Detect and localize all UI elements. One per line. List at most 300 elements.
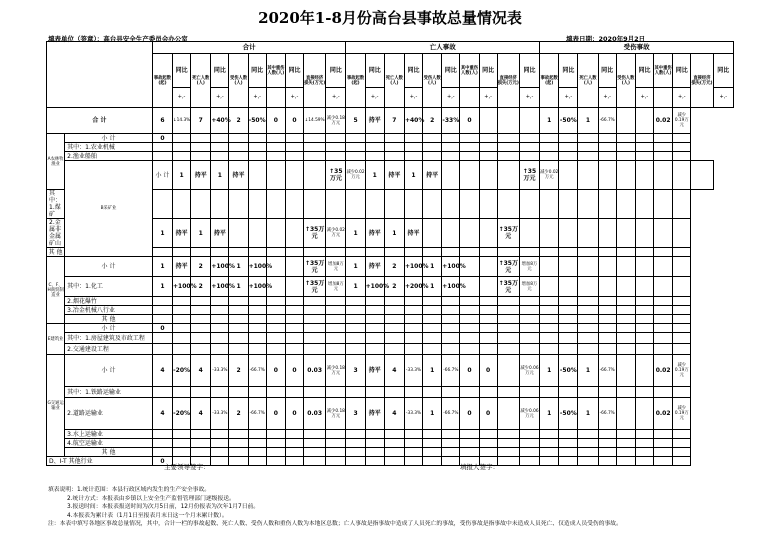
data-cell: 减少0.02万元	[346, 161, 365, 190]
data-cell	[654, 219, 673, 248]
data-cell	[404, 439, 422, 448]
data-cell	[635, 143, 653, 152]
data-cell	[404, 190, 422, 219]
col-header-loss: 直接经济损失(万元)	[304, 54, 326, 108]
data-cell	[152, 190, 172, 219]
data-cell	[519, 324, 539, 333]
col-header-serious: 其中重伤人数(人)	[266, 54, 285, 88]
data-cell	[346, 190, 365, 219]
row-label: 小 计	[65, 134, 153, 143]
data-cell	[654, 152, 673, 161]
data-cell	[598, 161, 616, 190]
data-cell	[519, 190, 539, 219]
data-cell	[673, 430, 691, 439]
row-label: D、I-T 其他行业	[47, 457, 153, 466]
data-cell	[423, 457, 442, 466]
data-cell	[248, 143, 266, 152]
data-cell	[173, 190, 191, 219]
data-cell	[479, 306, 497, 315]
data-cell	[365, 152, 384, 161]
data-cell	[497, 152, 519, 161]
data-cell	[578, 257, 598, 277]
data-cell	[519, 219, 539, 248]
data-cell	[384, 190, 404, 219]
data-cell	[384, 248, 404, 257]
data-cell	[326, 387, 346, 398]
data-cell	[173, 387, 191, 398]
data-cell	[365, 324, 384, 333]
data-cell	[346, 439, 365, 448]
data-cell: 增加8万元	[326, 257, 346, 277]
data-cell	[654, 439, 673, 448]
data-cell: 持平	[365, 108, 384, 134]
data-cell	[540, 439, 559, 448]
data-cell: ↑35万元	[304, 219, 326, 248]
col-header-plusminus: +,-	[713, 88, 734, 108]
data-cell	[654, 344, 673, 355]
data-cell	[479, 257, 497, 277]
data-cell: 4	[191, 355, 211, 387]
data-cell	[285, 387, 303, 398]
data-cell: -33%	[442, 108, 460, 134]
data-cell	[673, 248, 691, 257]
data-cell: 1	[578, 398, 598, 430]
data-cell	[384, 152, 404, 161]
data-cell: -20%	[173, 398, 191, 430]
data-cell	[326, 134, 346, 143]
data-cell	[635, 333, 653, 344]
col-header-yoy: 同比	[479, 54, 497, 88]
data-cell: 1	[423, 355, 442, 387]
data-cell	[497, 430, 519, 439]
data-cell	[285, 315, 303, 324]
data-cell	[497, 324, 519, 333]
data-cell	[173, 333, 191, 344]
row-label: 其中：1.煤矿	[47, 190, 65, 219]
data-cell: 6	[152, 108, 172, 134]
table-row	[47, 344, 734, 355]
data-cell	[365, 143, 384, 152]
table-row	[47, 333, 734, 344]
data-cell	[248, 152, 266, 161]
data-cell	[616, 324, 635, 333]
data-cell	[365, 190, 384, 219]
data-cell	[559, 315, 578, 324]
data-cell: 0	[460, 398, 479, 430]
data-cell: 1	[540, 355, 559, 387]
data-cell	[654, 324, 673, 333]
data-cell	[635, 306, 653, 315]
data-cell: ↑35万元	[519, 161, 539, 190]
data-cell	[442, 457, 460, 466]
note-line: 2.统计方式：本报表由乡镇以上安全生产监督管理部门逐级报送。	[67, 495, 235, 502]
col-header-plusminus: +,-	[673, 88, 691, 108]
data-cell	[229, 457, 248, 466]
data-cell	[248, 344, 266, 355]
data-cell	[540, 152, 559, 161]
data-cell	[559, 439, 578, 448]
data-cell	[540, 344, 559, 355]
data-cell	[519, 344, 539, 355]
data-cell	[423, 306, 442, 315]
col-header-plusminus: +,-	[598, 88, 616, 108]
data-cell	[578, 152, 598, 161]
fill-unit-value: 高台县安全生产委员会办公室	[103, 35, 188, 43]
col-header-injured: 受伤人数(人)	[229, 54, 248, 108]
data-cell	[346, 143, 365, 152]
data-cell	[266, 344, 285, 355]
data-cell	[285, 344, 303, 355]
data-cell	[578, 306, 598, 315]
data-cell	[304, 430, 326, 439]
data-cell	[479, 143, 497, 152]
col-header-serious-blank	[266, 88, 285, 108]
data-cell: 4	[384, 398, 404, 430]
data-cell	[654, 277, 673, 297]
data-cell	[248, 439, 266, 448]
col-header-yoy: 同比	[365, 54, 384, 88]
data-cell: 0	[460, 355, 479, 387]
data-cell	[540, 219, 559, 248]
data-cell: -33.3%	[211, 398, 229, 430]
data-cell	[598, 257, 616, 277]
data-cell	[460, 344, 479, 355]
data-cell	[423, 333, 442, 344]
data-cell	[559, 430, 578, 439]
data-cell	[616, 134, 635, 143]
data-cell: 增加8万元	[519, 257, 539, 277]
data-cell: 增加8万元	[519, 277, 539, 297]
data-cell	[423, 387, 442, 398]
data-cell	[497, 439, 519, 448]
col-header-yoy: 同比	[404, 54, 422, 88]
data-cell: +100%	[404, 257, 422, 277]
data-cell	[423, 152, 442, 161]
data-cell	[654, 306, 673, 315]
data-cell	[423, 143, 442, 152]
data-cell	[654, 257, 673, 277]
data-cell	[616, 355, 635, 387]
data-cell	[304, 297, 326, 306]
col-header-plusminus: +,-	[285, 88, 303, 108]
data-cell	[191, 190, 211, 219]
data-cell: 1	[346, 257, 365, 277]
data-cell: 减少0.18万元	[326, 108, 346, 134]
data-cell	[304, 143, 326, 152]
data-cell	[285, 257, 303, 277]
data-cell	[497, 315, 519, 324]
data-cell	[673, 306, 691, 315]
data-cell	[152, 315, 172, 324]
data-cell	[266, 306, 285, 315]
data-cell	[598, 448, 616, 457]
data-cell: 0.03	[304, 398, 326, 430]
data-cell	[285, 152, 303, 161]
data-cell	[404, 333, 422, 344]
sector-label: E建筑业	[47, 324, 65, 355]
data-cell: 1	[229, 277, 248, 297]
data-cell	[635, 277, 653, 297]
data-cell: 1	[152, 257, 172, 277]
data-cell	[404, 306, 422, 315]
data-cell	[423, 344, 442, 355]
data-cell	[578, 344, 598, 355]
col-header-count: 事故起数(起)	[540, 54, 559, 108]
data-cell	[404, 297, 422, 306]
note-line: 3.报送时间：本报表报送时间为次月5日前，12月份报表为次年1月7日前。	[67, 504, 260, 511]
data-cell	[598, 344, 616, 355]
data-cell	[691, 161, 713, 190]
row-label: 2.交通建设工程	[65, 344, 153, 355]
data-cell	[635, 108, 653, 134]
data-cell: 0	[152, 134, 172, 143]
sector-label: B采矿业	[65, 161, 153, 257]
data-cell	[559, 219, 578, 248]
row-label: 小 计	[65, 257, 153, 277]
data-cell	[285, 297, 303, 306]
data-cell	[442, 190, 460, 219]
data-cell: +100%	[442, 277, 460, 297]
data-cell	[266, 457, 285, 466]
col-header-yoy: 同比	[248, 54, 266, 88]
data-cell: 1	[173, 161, 191, 190]
data-cell	[191, 315, 211, 324]
data-cell	[404, 315, 422, 324]
data-cell: 0	[285, 355, 303, 387]
data-cell	[540, 190, 559, 219]
table-row	[47, 257, 734, 277]
data-cell	[442, 248, 460, 257]
data-cell	[173, 134, 191, 143]
table-row	[47, 134, 734, 143]
data-cell	[540, 324, 559, 333]
data-cell	[559, 143, 578, 152]
data-cell: 2	[423, 108, 442, 134]
data-cell	[635, 457, 653, 466]
row-label: 其 他	[65, 315, 153, 324]
data-cell	[285, 333, 303, 344]
sector-label: G交通运输业	[47, 355, 65, 457]
data-cell	[191, 152, 211, 161]
data-cell	[211, 297, 229, 306]
table-row	[47, 355, 734, 387]
data-cell	[229, 219, 248, 248]
data-cell	[304, 306, 326, 315]
data-cell	[616, 143, 635, 152]
data-cell	[248, 219, 266, 248]
data-cell	[559, 344, 578, 355]
data-cell	[479, 324, 497, 333]
data-cell	[616, 306, 635, 315]
data-cell	[248, 297, 266, 306]
data-cell: 4	[191, 398, 211, 430]
data-cell: +100%	[211, 277, 229, 297]
data-cell	[211, 333, 229, 344]
data-cell	[635, 324, 653, 333]
data-cell	[304, 457, 326, 466]
data-cell	[654, 248, 673, 257]
table-row	[47, 306, 734, 315]
data-cell	[673, 324, 691, 333]
data-cell	[191, 248, 211, 257]
data-cell	[616, 457, 635, 466]
row-label: 其 他	[65, 448, 153, 457]
data-cell	[211, 324, 229, 333]
data-cell	[211, 387, 229, 398]
data-cell	[540, 387, 559, 398]
data-cell	[519, 439, 539, 448]
data-cell	[519, 387, 539, 398]
col-header-injured: 受伤人数(人)	[616, 54, 635, 108]
data-cell	[152, 448, 172, 457]
data-cell	[346, 134, 365, 143]
data-cell: 持平	[211, 219, 229, 248]
data-cell	[211, 306, 229, 315]
data-cell	[616, 152, 635, 161]
data-cell	[404, 324, 422, 333]
data-cell	[616, 344, 635, 355]
data-cell	[654, 297, 673, 306]
data-cell	[540, 315, 559, 324]
data-cell	[616, 387, 635, 398]
data-cell: ↑35万元	[304, 277, 326, 297]
data-cell	[540, 297, 559, 306]
data-cell: -20%	[173, 355, 191, 387]
data-cell	[326, 306, 346, 315]
data-cell	[654, 387, 673, 398]
data-cell	[266, 297, 285, 306]
table-row	[47, 143, 734, 152]
data-cell: -33.3%	[404, 355, 422, 387]
data-cell: 1	[404, 161, 422, 190]
data-cell	[442, 448, 460, 457]
data-cell: 0.02	[654, 398, 673, 430]
data-cell: 1	[540, 108, 559, 134]
data-cell	[559, 257, 578, 277]
data-cell	[423, 439, 442, 448]
data-cell: 持平	[365, 398, 384, 430]
data-cell	[266, 248, 285, 257]
data-cell	[635, 344, 653, 355]
data-cell: 持平	[365, 219, 384, 248]
data-cell	[285, 134, 303, 143]
data-cell: +100%	[248, 277, 266, 297]
data-cell	[497, 297, 519, 306]
note-line: 填表说明：1.统计范围：本县行政区域内发生的生产安全事故。	[48, 487, 211, 493]
data-cell	[423, 190, 442, 219]
data-cell	[326, 190, 346, 219]
data-cell	[248, 324, 266, 333]
data-cell	[519, 143, 539, 152]
data-cell	[559, 306, 578, 315]
data-cell	[211, 448, 229, 457]
col-header-yoy: 同比	[673, 54, 691, 88]
col-header-plusminus: +,-	[479, 88, 497, 108]
data-cell	[285, 448, 303, 457]
data-cell	[365, 439, 384, 448]
data-cell: 持平	[423, 161, 442, 190]
data-cell: 0	[285, 398, 303, 430]
data-cell	[673, 277, 691, 297]
col-header-plusminus: +,-	[519, 88, 539, 108]
col-header-yoy: 同比	[598, 54, 616, 88]
group-header-total: 合计	[152, 42, 346, 54]
data-cell	[346, 387, 365, 398]
data-cell	[346, 457, 365, 466]
data-cell: 持平	[404, 219, 422, 248]
row-label: 其中：1.房屋建筑及市政工程	[65, 333, 153, 344]
data-cell: 持平	[365, 257, 384, 277]
data-cell	[346, 248, 365, 257]
data-cell	[423, 219, 442, 248]
data-cell	[248, 134, 266, 143]
row-label: 其中：1.铁路运输业	[65, 387, 153, 398]
data-cell	[460, 143, 479, 152]
data-cell: +40%	[211, 108, 229, 134]
data-cell	[191, 324, 211, 333]
data-cell	[173, 439, 191, 448]
table-row	[47, 315, 734, 324]
data-cell	[559, 134, 578, 143]
data-cell: 0.03	[304, 355, 326, 387]
data-cell	[423, 134, 442, 143]
data-cell	[152, 306, 172, 315]
data-cell	[365, 430, 384, 439]
data-cell	[616, 161, 635, 190]
data-cell	[326, 457, 346, 466]
data-cell	[559, 457, 578, 466]
data-cell: 0	[266, 355, 285, 387]
data-cell	[497, 161, 519, 190]
data-cell	[497, 387, 519, 398]
corner-header	[47, 42, 153, 108]
data-cell	[673, 257, 691, 277]
data-cell	[442, 306, 460, 315]
data-cell	[616, 315, 635, 324]
data-cell	[559, 152, 578, 161]
data-cell: -50%	[559, 398, 578, 430]
data-cell	[346, 430, 365, 439]
data-cell	[211, 134, 229, 143]
data-cell	[211, 430, 229, 439]
table-row	[47, 152, 734, 161]
table-row	[47, 161, 734, 190]
data-cell	[519, 108, 539, 134]
data-cell	[304, 248, 326, 257]
data-cell	[229, 324, 248, 333]
data-cell: 0	[285, 108, 303, 134]
data-cell	[635, 448, 653, 457]
data-cell	[404, 152, 422, 161]
data-cell	[673, 297, 691, 306]
col-header-yoy: 同比	[285, 54, 303, 88]
data-cell	[460, 448, 479, 457]
data-cell	[384, 297, 404, 306]
data-cell	[497, 306, 519, 315]
data-cell	[442, 324, 460, 333]
data-cell	[578, 143, 598, 152]
data-cell	[654, 430, 673, 439]
data-cell	[404, 387, 422, 398]
data-cell	[173, 448, 191, 457]
data-cell	[479, 344, 497, 355]
data-cell	[616, 333, 635, 344]
data-cell	[578, 387, 598, 398]
data-cell	[229, 439, 248, 448]
data-cell	[211, 152, 229, 161]
data-cell: 2	[229, 355, 248, 387]
data-cell: ↓14.3%	[173, 108, 191, 134]
